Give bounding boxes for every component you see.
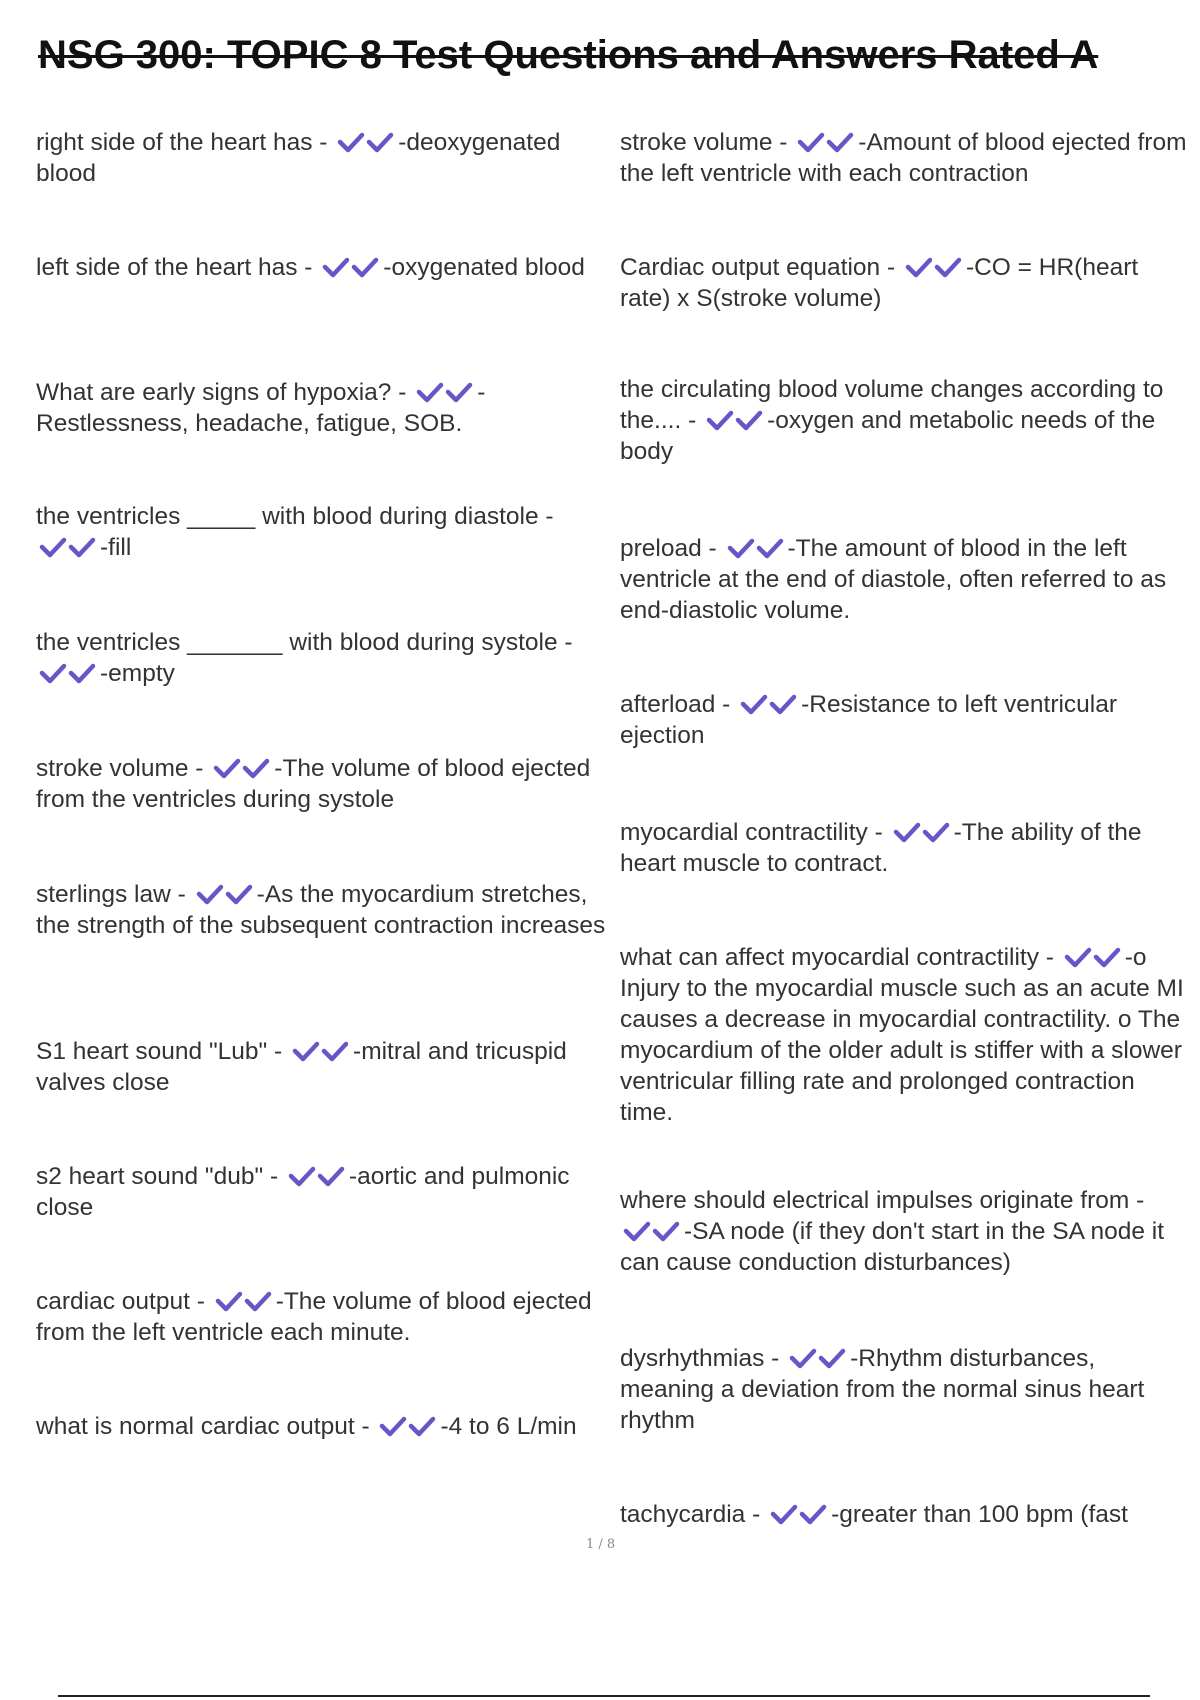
qa-item [36,1286,606,1348]
footer-divider [58,1695,1150,1697]
answer-text: -SA node (if they don't start in the SA node it can cause conduction disturbances) [620,1218,1164,1276]
question-text: s2 heart sound "dub" - [36,1163,285,1190]
answer-text: -The volume of blood ejected from the left ventricle each minute. [36,1288,592,1346]
answer-text: -Rhythm disturbances, meaning a deviation from the normal sinus heart rhythm [620,1345,1145,1434]
question-text: S1 heart sound "Lub" - [36,1038,290,1065]
double-check-icon [378,1414,438,1438]
answer-text: -The ability of the heart muscle to contract. [620,819,1142,877]
qa-item [36,753,606,815]
question-text: the ventricles _______ with blood during systole - [36,629,573,656]
answer-text: -The amount of blood in the left ventricle at the end of diastole, often referred to as end-diastolic volume. [620,535,1167,624]
double-check-icon [291,1039,351,1063]
qa-item [620,1499,1188,1530]
qa-item [36,127,606,189]
qa-item [620,689,1188,751]
qa-item [36,252,606,283]
question-text: sterlings law - [36,881,193,908]
answer-text: -empty [100,660,175,687]
double-check-icon [788,1346,848,1370]
question-text: Cardiac output equation - [620,254,902,281]
qa-item [36,627,606,689]
answer-text: -Resistance to left ventricular ejection [620,691,1118,749]
question-text: What are early signs of hypoxia? - [36,379,414,406]
double-check-icon [212,756,272,780]
double-check-icon [214,1289,274,1313]
qa-item [620,252,1188,314]
answer-text: -4 to 6 L/min [440,1413,577,1440]
question-text: the ventricles _____ with blood during diastole - [36,503,554,530]
double-check-icon [195,882,255,906]
answer-text: - Restlessness, headache, fatigue, SOB. [36,379,486,437]
answer-text: -As the myocardium stretches, the strength of the subsequent contraction increases [36,881,606,939]
answer-text: -greater than 100 bpm (fast [831,1501,1128,1528]
qa-item [620,817,1188,879]
question-text: myocardial contractility - [620,819,890,846]
qa-item [36,377,606,439]
qa-item [620,1185,1188,1278]
answer-text: -mitral and tricuspid valves close [36,1038,567,1096]
double-check-icon [726,536,786,560]
question-text: afterload - [620,691,738,718]
answer-text: -aortic and pulmonic close [36,1163,570,1221]
answer-text: -fill [100,534,132,561]
qa-item [36,879,606,941]
question-text: left side of the heart has - [36,254,320,281]
question-text: the circulating blood volume changes according to the.... - [620,376,1164,434]
qa-item [36,1036,606,1098]
answer-text: -Amount of blood ejected from the left ventricle with each contraction [620,129,1187,187]
question-text: tachycardia - [620,1501,768,1528]
double-check-icon [892,820,952,844]
double-check-icon [705,408,765,432]
qa-item [620,533,1188,626]
double-check-icon [38,535,98,559]
qa-item [620,942,1188,1128]
double-check-icon [321,255,381,279]
page-title: NSG 300: TOPIC 8 Test Questions and Answers Rated A [38,33,1099,77]
double-check-icon [769,1502,829,1526]
question-text: dysrhythmias - [620,1345,787,1372]
question-text: where should electrical impulses originate from - [620,1187,1145,1214]
qa-item [36,1161,606,1223]
question-text: what can affect myocardial contractility - [620,944,1061,971]
answer-text: -The volume of blood ejected from the ventricles during systole [36,755,591,813]
answer-text: -oxygen and metabolic needs of the body [620,407,1156,465]
double-check-icon [415,380,475,404]
question-text: stroke volume - [620,129,795,156]
question-text: stroke volume - [36,755,211,782]
question-text: preload - [620,535,724,562]
qa-item [620,1343,1188,1436]
answer-text: -o Injury to the myocardial muscle such as an acute MI causes a decrease in myocardial contractility. o The myocardium of the older adult is stiffer with a slower ventricular filling rate and prolonged contraction time. [620,944,1184,1126]
double-check-icon [796,130,856,154]
double-check-icon [622,1219,682,1243]
question-text: what is normal cardiac output - [36,1413,377,1440]
qa-item [36,501,606,563]
qa-item [620,127,1188,189]
double-check-icon [336,130,396,154]
double-check-icon [38,661,98,685]
answer-text: -oxygenated blood [383,254,585,281]
question-text: right side of the heart has - [36,129,335,156]
double-check-icon [287,1164,347,1188]
double-check-icon [739,692,799,716]
question-text: cardiac output - [36,1288,212,1315]
page-number: 1 / 8 [586,1537,616,1552]
double-check-icon [1063,945,1123,969]
qa-item [36,1411,606,1442]
qa-item [620,374,1188,467]
double-check-icon [904,255,964,279]
answer-text: -deoxygenated blood [36,129,561,187]
answer-text: -CO = HR(heart rate) x S(stroke volume) [620,254,1139,312]
